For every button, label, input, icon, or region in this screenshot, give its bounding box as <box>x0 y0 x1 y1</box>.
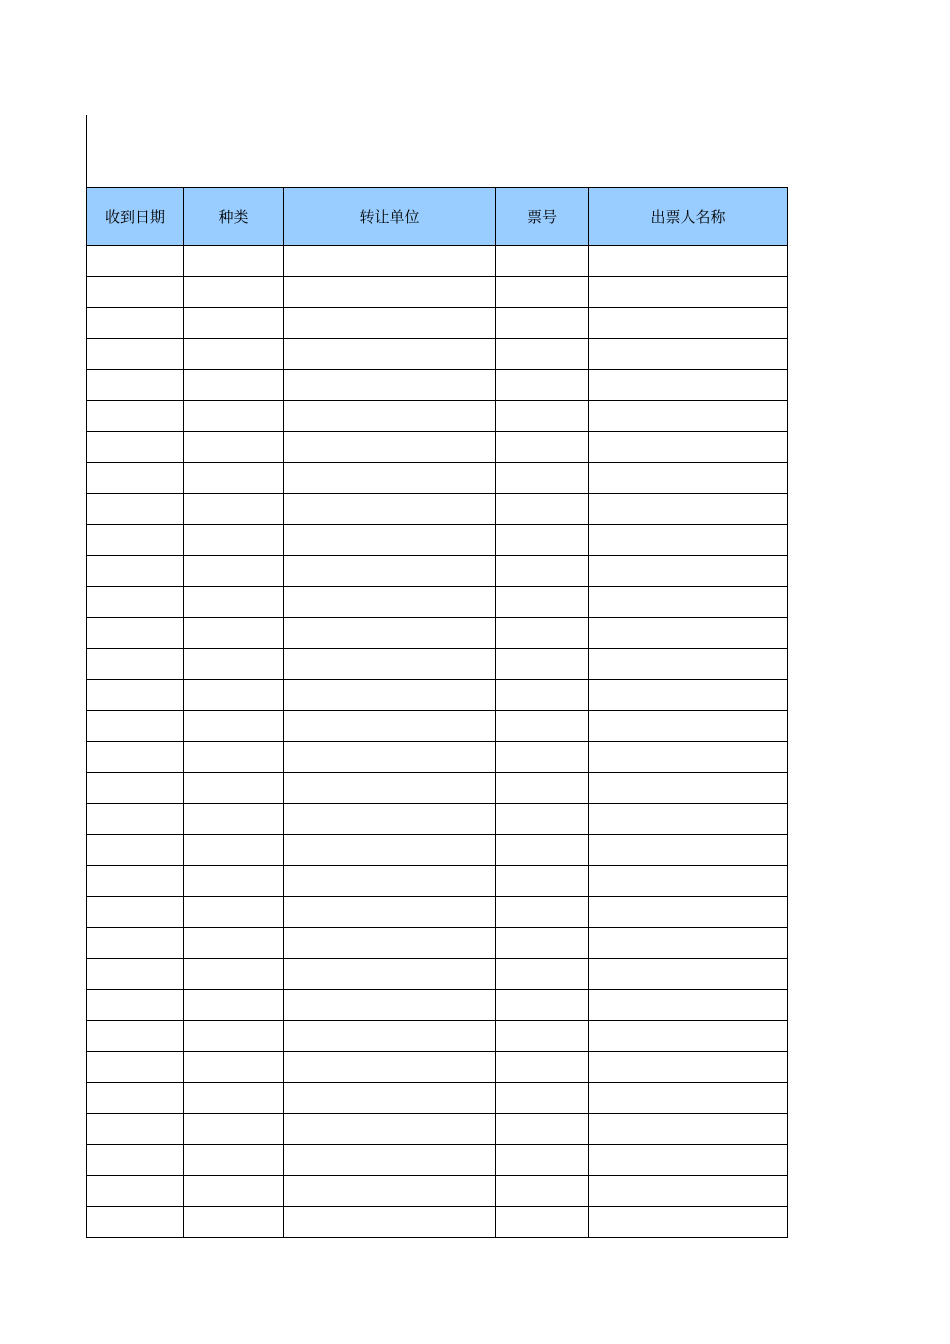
table-row <box>87 897 788 928</box>
cell-type[interactable] <box>184 1207 284 1238</box>
table-row <box>87 1114 788 1145</box>
table-row <box>87 1083 788 1114</box>
cell-bill-number[interactable] <box>496 866 589 897</box>
cell-drawer-name[interactable] <box>589 370 788 401</box>
cell-received-date[interactable] <box>87 401 184 432</box>
cell-bill-number[interactable] <box>496 1207 589 1238</box>
table-row <box>87 401 788 432</box>
table-row <box>87 246 788 277</box>
cell-drawer-name[interactable] <box>589 1083 788 1114</box>
cell-bill-number[interactable] <box>496 990 589 1021</box>
cell-received-date[interactable] <box>87 804 184 835</box>
cell-type[interactable] <box>184 246 284 277</box>
cell-transfer-unit[interactable] <box>284 990 496 1021</box>
cell-type[interactable] <box>184 494 284 525</box>
cell-drawer-name[interactable] <box>589 618 788 649</box>
cell-drawer-name[interactable] <box>589 494 788 525</box>
cell-received-date[interactable] <box>87 990 184 1021</box>
table-row <box>87 525 788 556</box>
table-row <box>87 308 788 339</box>
cell-transfer-unit[interactable] <box>284 711 496 742</box>
cell-type[interactable] <box>184 277 284 308</box>
cell-type[interactable] <box>184 401 284 432</box>
cell-received-date[interactable] <box>87 1207 184 1238</box>
cell-bill-number[interactable] <box>496 432 589 463</box>
cell-transfer-unit[interactable] <box>284 773 496 804</box>
cell-drawer-name[interactable] <box>589 1176 788 1207</box>
cell-drawer-name[interactable] <box>589 277 788 308</box>
cell-drawer-name[interactable] <box>589 587 788 618</box>
cell-received-date[interactable] <box>87 339 184 370</box>
table-row <box>87 711 788 742</box>
cell-received-date[interactable] <box>87 1052 184 1083</box>
cell-received-date[interactable] <box>87 432 184 463</box>
cell-type[interactable] <box>184 308 284 339</box>
cell-received-date[interactable] <box>87 680 184 711</box>
cell-transfer-unit[interactable] <box>284 1052 496 1083</box>
column-header-bill-number: 票号 <box>496 188 589 246</box>
cell-drawer-name[interactable] <box>589 804 788 835</box>
cell-bill-number[interactable] <box>496 711 589 742</box>
cell-transfer-unit[interactable] <box>284 928 496 959</box>
cell-drawer-name[interactable] <box>589 246 788 277</box>
cell-type[interactable] <box>184 773 284 804</box>
cell-drawer-name[interactable] <box>589 649 788 680</box>
cell-transfer-unit[interactable] <box>284 525 496 556</box>
cell-drawer-name[interactable] <box>589 835 788 866</box>
cell-received-date[interactable] <box>87 897 184 928</box>
cell-type[interactable] <box>184 711 284 742</box>
cell-bill-number[interactable] <box>496 1145 589 1176</box>
cell-bill-number[interactable] <box>496 1114 589 1145</box>
table-row <box>87 494 788 525</box>
cell-bill-number[interactable] <box>496 1176 589 1207</box>
cell-transfer-unit[interactable] <box>284 556 496 587</box>
table-row <box>87 1021 788 1052</box>
cell-drawer-name[interactable] <box>589 959 788 990</box>
cell-type[interactable] <box>184 680 284 711</box>
table-row <box>87 1052 788 1083</box>
column-header-drawer-name: 出票人名称 <box>589 188 788 246</box>
cell-transfer-unit[interactable] <box>284 618 496 649</box>
cell-drawer-name[interactable] <box>589 1207 788 1238</box>
cell-type[interactable] <box>184 928 284 959</box>
cell-transfer-unit[interactable] <box>284 463 496 494</box>
cell-type[interactable] <box>184 866 284 897</box>
cell-type[interactable] <box>184 432 284 463</box>
cell-drawer-name[interactable] <box>589 432 788 463</box>
cell-received-date[interactable] <box>87 463 184 494</box>
cell-type[interactable] <box>184 525 284 556</box>
cell-drawer-name[interactable] <box>589 1021 788 1052</box>
cell-transfer-unit[interactable] <box>284 1114 496 1145</box>
cell-bill-number[interactable] <box>496 680 589 711</box>
cell-drawer-name[interactable] <box>589 463 788 494</box>
cell-received-date[interactable] <box>87 587 184 618</box>
cell-bill-number[interactable] <box>496 556 589 587</box>
cell-transfer-unit[interactable] <box>284 308 496 339</box>
cell-received-date[interactable] <box>87 556 184 587</box>
cell-drawer-name[interactable] <box>589 401 788 432</box>
table-row <box>87 866 788 897</box>
table-row <box>87 1145 788 1176</box>
cell-bill-number[interactable] <box>496 525 589 556</box>
cell-received-date[interactable] <box>87 246 184 277</box>
table-row <box>87 370 788 401</box>
cell-type[interactable] <box>184 835 284 866</box>
header-row <box>87 188 788 246</box>
cell-transfer-unit[interactable] <box>284 401 496 432</box>
cell-drawer-name[interactable] <box>589 1114 788 1145</box>
cell-bill-number[interactable] <box>496 494 589 525</box>
cell-drawer-name[interactable] <box>589 339 788 370</box>
cell-transfer-unit[interactable] <box>284 680 496 711</box>
cell-type[interactable] <box>184 1176 284 1207</box>
cell-type[interactable] <box>184 1114 284 1145</box>
cell-drawer-name[interactable] <box>589 742 788 773</box>
cell-transfer-unit[interactable] <box>284 804 496 835</box>
table-row <box>87 339 788 370</box>
cell-transfer-unit[interactable] <box>284 959 496 990</box>
cell-type[interactable] <box>184 1052 284 1083</box>
cell-bill-number[interactable] <box>496 339 589 370</box>
table-body <box>87 246 788 1238</box>
table-row <box>87 990 788 1021</box>
cell-drawer-name[interactable] <box>589 680 788 711</box>
cell-bill-number[interactable] <box>496 246 589 277</box>
cell-bill-number[interactable] <box>496 401 589 432</box>
cell-transfer-unit[interactable] <box>284 277 496 308</box>
cell-received-date[interactable] <box>87 494 184 525</box>
cell-drawer-name[interactable] <box>589 1145 788 1176</box>
cell-received-date[interactable] <box>87 742 184 773</box>
cell-bill-number[interactable] <box>496 1083 589 1114</box>
column-header-type: 种类 <box>184 188 284 246</box>
cell-bill-number[interactable] <box>496 928 589 959</box>
cell-transfer-unit[interactable] <box>284 1207 496 1238</box>
cell-type[interactable] <box>184 804 284 835</box>
cell-drawer-name[interactable] <box>589 556 788 587</box>
cell-received-date[interactable] <box>87 1114 184 1145</box>
cell-drawer-name[interactable] <box>589 866 788 897</box>
cell-transfer-unit[interactable] <box>284 649 496 680</box>
cell-bill-number[interactable] <box>496 277 589 308</box>
cell-bill-number[interactable] <box>496 897 589 928</box>
cell-transfer-unit[interactable] <box>284 1083 496 1114</box>
table-row <box>87 618 788 649</box>
cell-transfer-unit[interactable] <box>284 866 496 897</box>
cell-received-date[interactable] <box>87 649 184 680</box>
table-row <box>87 804 788 835</box>
cell-drawer-name[interactable] <box>589 773 788 804</box>
cell-bill-number[interactable] <box>496 649 589 680</box>
cell-type[interactable] <box>184 742 284 773</box>
table-row <box>87 680 788 711</box>
cell-drawer-name[interactable] <box>589 711 788 742</box>
cell-bill-number[interactable] <box>496 773 589 804</box>
cell-bill-number[interactable] <box>496 463 589 494</box>
cell-bill-number[interactable] <box>496 618 589 649</box>
cell-bill-number[interactable] <box>496 835 589 866</box>
cell-drawer-name[interactable] <box>589 928 788 959</box>
cell-received-date[interactable] <box>87 835 184 866</box>
cell-drawer-name[interactable] <box>589 990 788 1021</box>
cell-type[interactable] <box>184 1021 284 1052</box>
column-header-received-date: 收到日期 <box>87 188 184 246</box>
table-row <box>87 649 788 680</box>
cell-received-date[interactable] <box>87 277 184 308</box>
title-area <box>86 115 787 187</box>
table-row <box>87 432 788 463</box>
cell-transfer-unit[interactable] <box>284 1176 496 1207</box>
cell-received-date[interactable] <box>87 525 184 556</box>
table-row <box>87 463 788 494</box>
cell-transfer-unit[interactable] <box>284 432 496 463</box>
cell-type[interactable] <box>184 463 284 494</box>
cell-transfer-unit[interactable] <box>284 494 496 525</box>
table-row <box>87 773 788 804</box>
ledger-table <box>86 187 788 1238</box>
cell-transfer-unit[interactable] <box>284 246 496 277</box>
cell-received-date[interactable] <box>87 959 184 990</box>
cell-bill-number[interactable] <box>496 742 589 773</box>
cell-type[interactable] <box>184 990 284 1021</box>
cell-type[interactable] <box>184 556 284 587</box>
cell-transfer-unit[interactable] <box>284 742 496 773</box>
cell-received-date[interactable] <box>87 1083 184 1114</box>
cell-type[interactable] <box>184 339 284 370</box>
cell-transfer-unit[interactable] <box>284 339 496 370</box>
cell-received-date[interactable] <box>87 1145 184 1176</box>
cell-received-date[interactable] <box>87 711 184 742</box>
cell-type[interactable] <box>184 618 284 649</box>
cell-transfer-unit[interactable] <box>284 1021 496 1052</box>
cell-received-date[interactable] <box>87 773 184 804</box>
cell-transfer-unit[interactable] <box>284 587 496 618</box>
cell-type[interactable] <box>184 1145 284 1176</box>
cell-bill-number[interactable] <box>496 959 589 990</box>
cell-drawer-name[interactable] <box>589 525 788 556</box>
cell-received-date[interactable] <box>87 308 184 339</box>
cell-type[interactable] <box>184 959 284 990</box>
table-row <box>87 556 788 587</box>
cell-bill-number[interactable] <box>496 804 589 835</box>
table-row <box>87 1207 788 1238</box>
table-row <box>87 587 788 618</box>
cell-bill-number[interactable] <box>496 308 589 339</box>
cell-drawer-name[interactable] <box>589 308 788 339</box>
cell-type[interactable] <box>184 370 284 401</box>
cell-received-date[interactable] <box>87 928 184 959</box>
cell-received-date[interactable] <box>87 370 184 401</box>
cell-received-date[interactable] <box>87 1176 184 1207</box>
cell-bill-number[interactable] <box>496 1021 589 1052</box>
table-row <box>87 277 788 308</box>
table-row <box>87 928 788 959</box>
table-row <box>87 959 788 990</box>
cell-bill-number[interactable] <box>496 370 589 401</box>
cell-transfer-unit[interactable] <box>284 897 496 928</box>
cell-received-date[interactable] <box>87 866 184 897</box>
cell-transfer-unit[interactable] <box>284 370 496 401</box>
table-row <box>87 1176 788 1207</box>
cell-transfer-unit[interactable] <box>284 1145 496 1176</box>
cell-type[interactable] <box>184 587 284 618</box>
cell-drawer-name[interactable] <box>589 1052 788 1083</box>
cell-bill-number[interactable] <box>496 587 589 618</box>
cell-transfer-unit[interactable] <box>284 835 496 866</box>
column-header-transfer-unit: 转让单位 <box>284 188 496 246</box>
cell-bill-number[interactable] <box>496 1052 589 1083</box>
cell-type[interactable] <box>184 649 284 680</box>
cell-received-date[interactable] <box>87 618 184 649</box>
table-row <box>87 742 788 773</box>
cell-drawer-name[interactable] <box>589 897 788 928</box>
cell-type[interactable] <box>184 897 284 928</box>
cell-type[interactable] <box>184 1083 284 1114</box>
table-row <box>87 835 788 866</box>
cell-received-date[interactable] <box>87 1021 184 1052</box>
